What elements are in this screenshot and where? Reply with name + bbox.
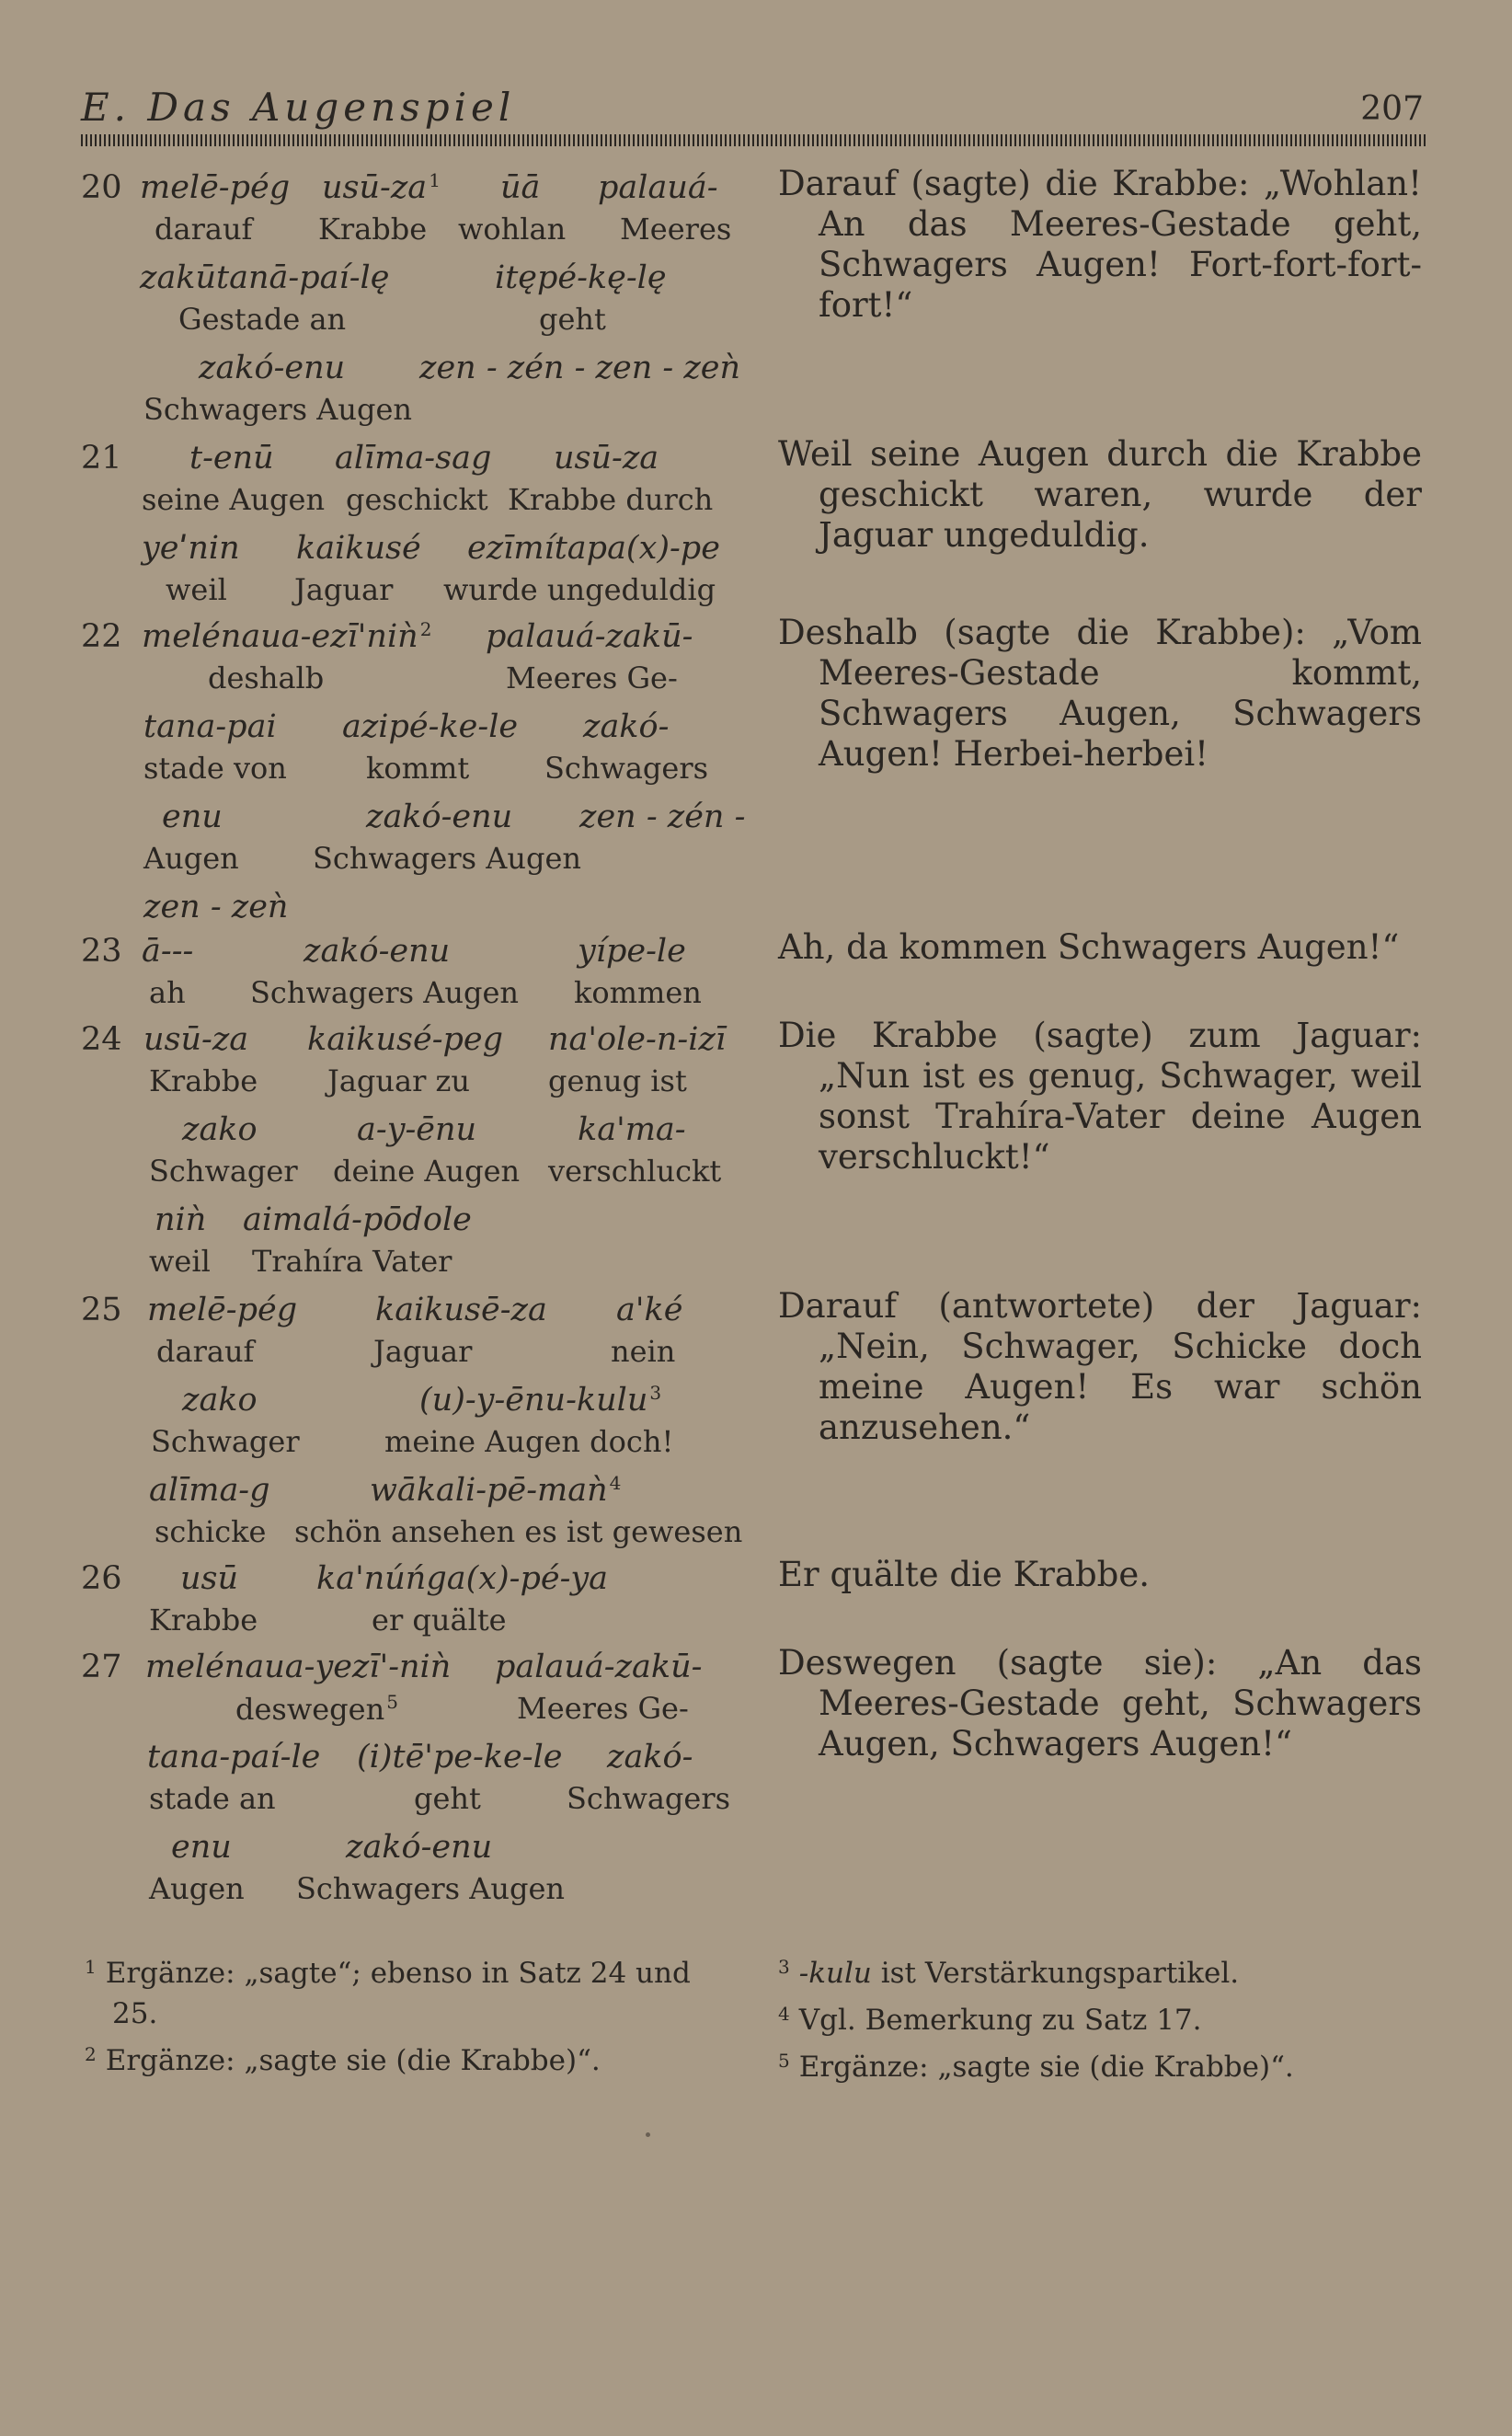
source-word: alīma-g <box>149 1472 270 1509</box>
source-word: zakó-enu <box>304 933 451 970</box>
sentence-number: 23 <box>81 933 122 970</box>
source-word: zen - zeǹ <box>143 889 289 925</box>
gloss-word: Schwagers Augen <box>313 841 581 876</box>
source-word: enu <box>162 799 223 835</box>
gloss-word: Jaguar <box>294 572 394 607</box>
interlinear-gloss <box>129 169 754 440</box>
source-word: zakó-enu <box>199 350 346 386</box>
interlinear-gloss <box>129 618 754 938</box>
header-rule <box>81 134 1426 146</box>
source-word: na'ole-n-izī <box>548 1021 727 1058</box>
source-word: zen - zén - <box>579 799 746 835</box>
source-word: zakūtanā-paí-lę <box>140 259 390 296</box>
gloss-word: Schwagers Augen <box>143 392 412 427</box>
translation: Weil seine Augen durch die Krabbe geschickt waren, wurde der Jaguar ungeduldig. <box>778 434 1422 555</box>
source-word: tana-pai <box>143 708 277 745</box>
gloss-word: weil <box>149 1244 211 1279</box>
sentence-number: 26 <box>81 1560 122 1597</box>
source-word: melénaua-ezī'niǹ $^2$ <box>142 618 432 655</box>
translation: Deshalb (sagte die Krabbe): „Vom Meeres-Gestade kommt, Schwagers Augen, Schwagers Augen! Herbei-herbei! <box>778 613 1422 774</box>
source-word: ka'ma- <box>578 1111 686 1148</box>
source-word: usū-za $^1$ <box>322 169 441 206</box>
source-word: yeˈnin <box>142 530 240 567</box>
gloss-word: deswegen $^5$ <box>235 1691 398 1727</box>
footnote-ref: 3 <box>649 1382 662 1404</box>
footnote-ref: 1 <box>429 169 441 191</box>
gloss-word: darauf <box>156 1334 255 1369</box>
gloss-word: Krabbe <box>149 1603 258 1637</box>
sentence-number: 20 <box>81 169 122 206</box>
source-word: palauá- <box>598 169 718 206</box>
source-word: zako <box>182 1382 258 1419</box>
gloss-word: stade an <box>149 1781 276 1816</box>
footnotes-right <box>778 1947 1422 2087</box>
interlinear-gloss <box>129 1292 754 1549</box>
gloss-word: deine Augen <box>333 1154 521 1189</box>
source-word: ka'núńga(x)-pé-ya <box>316 1560 609 1597</box>
source-word: kaikusé-peg <box>307 1021 504 1058</box>
gloss-word: nein <box>611 1334 676 1369</box>
source-word: (u)-y-ēnu-kulu $^3$ <box>419 1382 662 1419</box>
gloss-word: stade von <box>143 751 287 786</box>
gloss-word: Schwagers <box>544 751 709 786</box>
source-word: kaikusé <box>296 530 421 567</box>
gloss-word: geschickt <box>346 482 488 517</box>
gloss-word: geht <box>539 302 606 337</box>
gloss-word: Schwagers Augen <box>250 975 519 1010</box>
gloss-word: Meeres Ge- <box>517 1691 689 1726</box>
translation: Deswegen (sagte sie): „An das Meeres-Gestade geht, Schwagers Augen, Schwagers Augen!“ <box>778 1643 1422 1764</box>
sentence-number: 27 <box>81 1649 122 1685</box>
source-word: kaikusē-za <box>375 1292 547 1328</box>
footnote-ref: 5 <box>386 1691 398 1713</box>
source-word: tana-paí-le <box>147 1739 321 1775</box>
gloss-word: Krabbe durch <box>508 482 714 517</box>
source-word: zakó- <box>583 708 670 745</box>
gloss-word: verschluckt <box>548 1154 722 1189</box>
source-word: azipé-ke-le <box>342 708 519 745</box>
gloss-word: Augen <box>149 1871 245 1906</box>
source-word: yípe-le <box>578 933 686 970</box>
gloss-word: geht <box>414 1781 481 1816</box>
gloss-word: schön ansehen es ist gewesen <box>294 1514 743 1549</box>
gloss-word: kommen <box>574 975 702 1010</box>
source-word: zen - zén - zen - zeǹ <box>419 350 741 386</box>
footnote-5: $^5$ Ergänze: „sagte sie (die Krabbe)“. <box>778 2050 1294 2084</box>
gloss-word: Krabbe <box>149 1063 258 1098</box>
source-word: itępé-kę-lę <box>495 259 667 296</box>
translation: Darauf (sagte) die Krabbe: „Wohlan! An das Meeres-Gestade geht, Schwagers Augen! Fort-fort-fort-fort!“ <box>778 164 1422 325</box>
source-word: a'ké <box>616 1292 683 1328</box>
source-word: melē-pég <box>147 1292 298 1328</box>
source-word: usū-za <box>554 440 659 477</box>
gloss-word: ah <box>149 975 186 1010</box>
page-number: 207 <box>1360 90 1424 128</box>
footnotes-left <box>85 1947 738 2081</box>
sentence-number: 25 <box>81 1292 122 1328</box>
source-word: ezīmítapa(x)-pe <box>467 530 720 567</box>
gloss-word: kommt <box>366 751 470 786</box>
gloss-word: Trahíra Vater <box>252 1244 452 1279</box>
gloss-word: seine Augen <box>142 482 326 517</box>
gloss-word: Schwagers <box>567 1781 731 1816</box>
source-word: palauá-zakū- <box>495 1649 703 1685</box>
sentence-number: 21 <box>81 440 122 477</box>
gloss-word: weil <box>166 572 227 607</box>
footnote-1: $^1$ Ergänze: „sagte“; ebenso in Satz 24 und 25. <box>85 1956 691 2030</box>
source-word: melē-pég <box>140 169 291 206</box>
footnote-2: $^2$ Ergänze: „sagte sie (die Krabbe)“. <box>85 2043 601 2077</box>
gloss-word: meine Augen doch! <box>384 1424 674 1459</box>
source-word: zakó- <box>607 1739 693 1775</box>
gloss-word: wohlan <box>458 212 567 247</box>
source-word: aimalá-pōdole <box>243 1201 472 1238</box>
gloss-word: Krabbe <box>318 212 428 247</box>
gloss-word: er quälte <box>372 1603 507 1637</box>
page-speck <box>646 2132 650 2137</box>
gloss-word: Augen <box>143 841 239 876</box>
gloss-word: Meeres Ge- <box>506 661 678 695</box>
source-word: enu <box>171 1829 232 1866</box>
gloss-word: Schwagers Augen <box>296 1871 565 1906</box>
gloss-word: Jaguar <box>373 1334 473 1369</box>
translation: Darauf (antwortete) der Jaguar: „Nein, Schwager, Schicke doch meine Augen! Es war schön anzusehen.“ <box>778 1286 1422 1447</box>
gloss-word: Schwager <box>149 1154 298 1189</box>
gloss-word: deshalb <box>208 661 325 695</box>
source-word: usū-za <box>143 1021 249 1058</box>
source-word: ā--- <box>142 933 194 970</box>
source-word: usū <box>180 1560 239 1597</box>
source-word: niǹ <box>155 1201 207 1238</box>
footnote-4: $^4$ Vgl. Bemerkung zu Satz 17. <box>778 2003 1202 2037</box>
footnote-3: $^3$ -kulu ist Verstärkungspartikel. <box>778 1956 1240 1990</box>
gloss-word: darauf <box>155 212 253 247</box>
interlinear-gloss <box>129 933 754 1010</box>
source-word: (i)tē'pe-ke-le <box>357 1739 563 1775</box>
source-word: zakó-enu <box>346 1829 493 1866</box>
footnote-ref: 4 <box>609 1472 622 1494</box>
interlinear-gloss <box>129 1649 754 1906</box>
interlinear-gloss <box>129 1560 754 1637</box>
translation: Ah, da kommen Schwagers Augen!“ <box>778 927 1400 967</box>
interlinear-gloss <box>129 440 754 607</box>
source-word: zako <box>182 1111 258 1148</box>
source-word: palauá-zakū- <box>486 618 693 655</box>
chapter-title: E. Das Augenspiel <box>81 85 516 130</box>
gloss-word: wurde ungeduldig <box>443 572 716 607</box>
translation: Er quälte die Krabbe. <box>778 1555 1150 1594</box>
sentence-number: 24 <box>81 1021 122 1058</box>
source-word: alīma-sag <box>335 440 492 477</box>
source-word: a-y-ēnu <box>357 1111 477 1148</box>
gloss-word: Schwager <box>151 1424 300 1459</box>
interlinear-gloss <box>129 1021 754 1279</box>
running-head <box>81 85 1424 132</box>
source-word: melénaua-yezī'-niǹ <box>145 1649 452 1685</box>
sentence-number: 22 <box>81 618 122 655</box>
source-word: ūā <box>500 169 541 206</box>
gloss-word: Gestade an <box>178 302 347 337</box>
source-word: zakó-enu <box>366 799 513 835</box>
gloss-word: Meeres <box>620 212 732 247</box>
source-word: t-enū <box>189 440 274 477</box>
gloss-word: Jaguar zu <box>327 1063 471 1098</box>
footnote-ref: 2 <box>419 618 432 640</box>
source-word: wākali-pē-maǹ $^4$ <box>370 1472 622 1509</box>
translation: Die Krabbe (sagte) zum Jaguar: „Nun ist es genug, Schwager, weil sonst Trahíra-Vater deine Augen verschluckt!“ <box>778 1016 1422 1177</box>
gloss-word: schicke <box>155 1514 267 1549</box>
gloss-word: genug ist <box>548 1063 687 1098</box>
